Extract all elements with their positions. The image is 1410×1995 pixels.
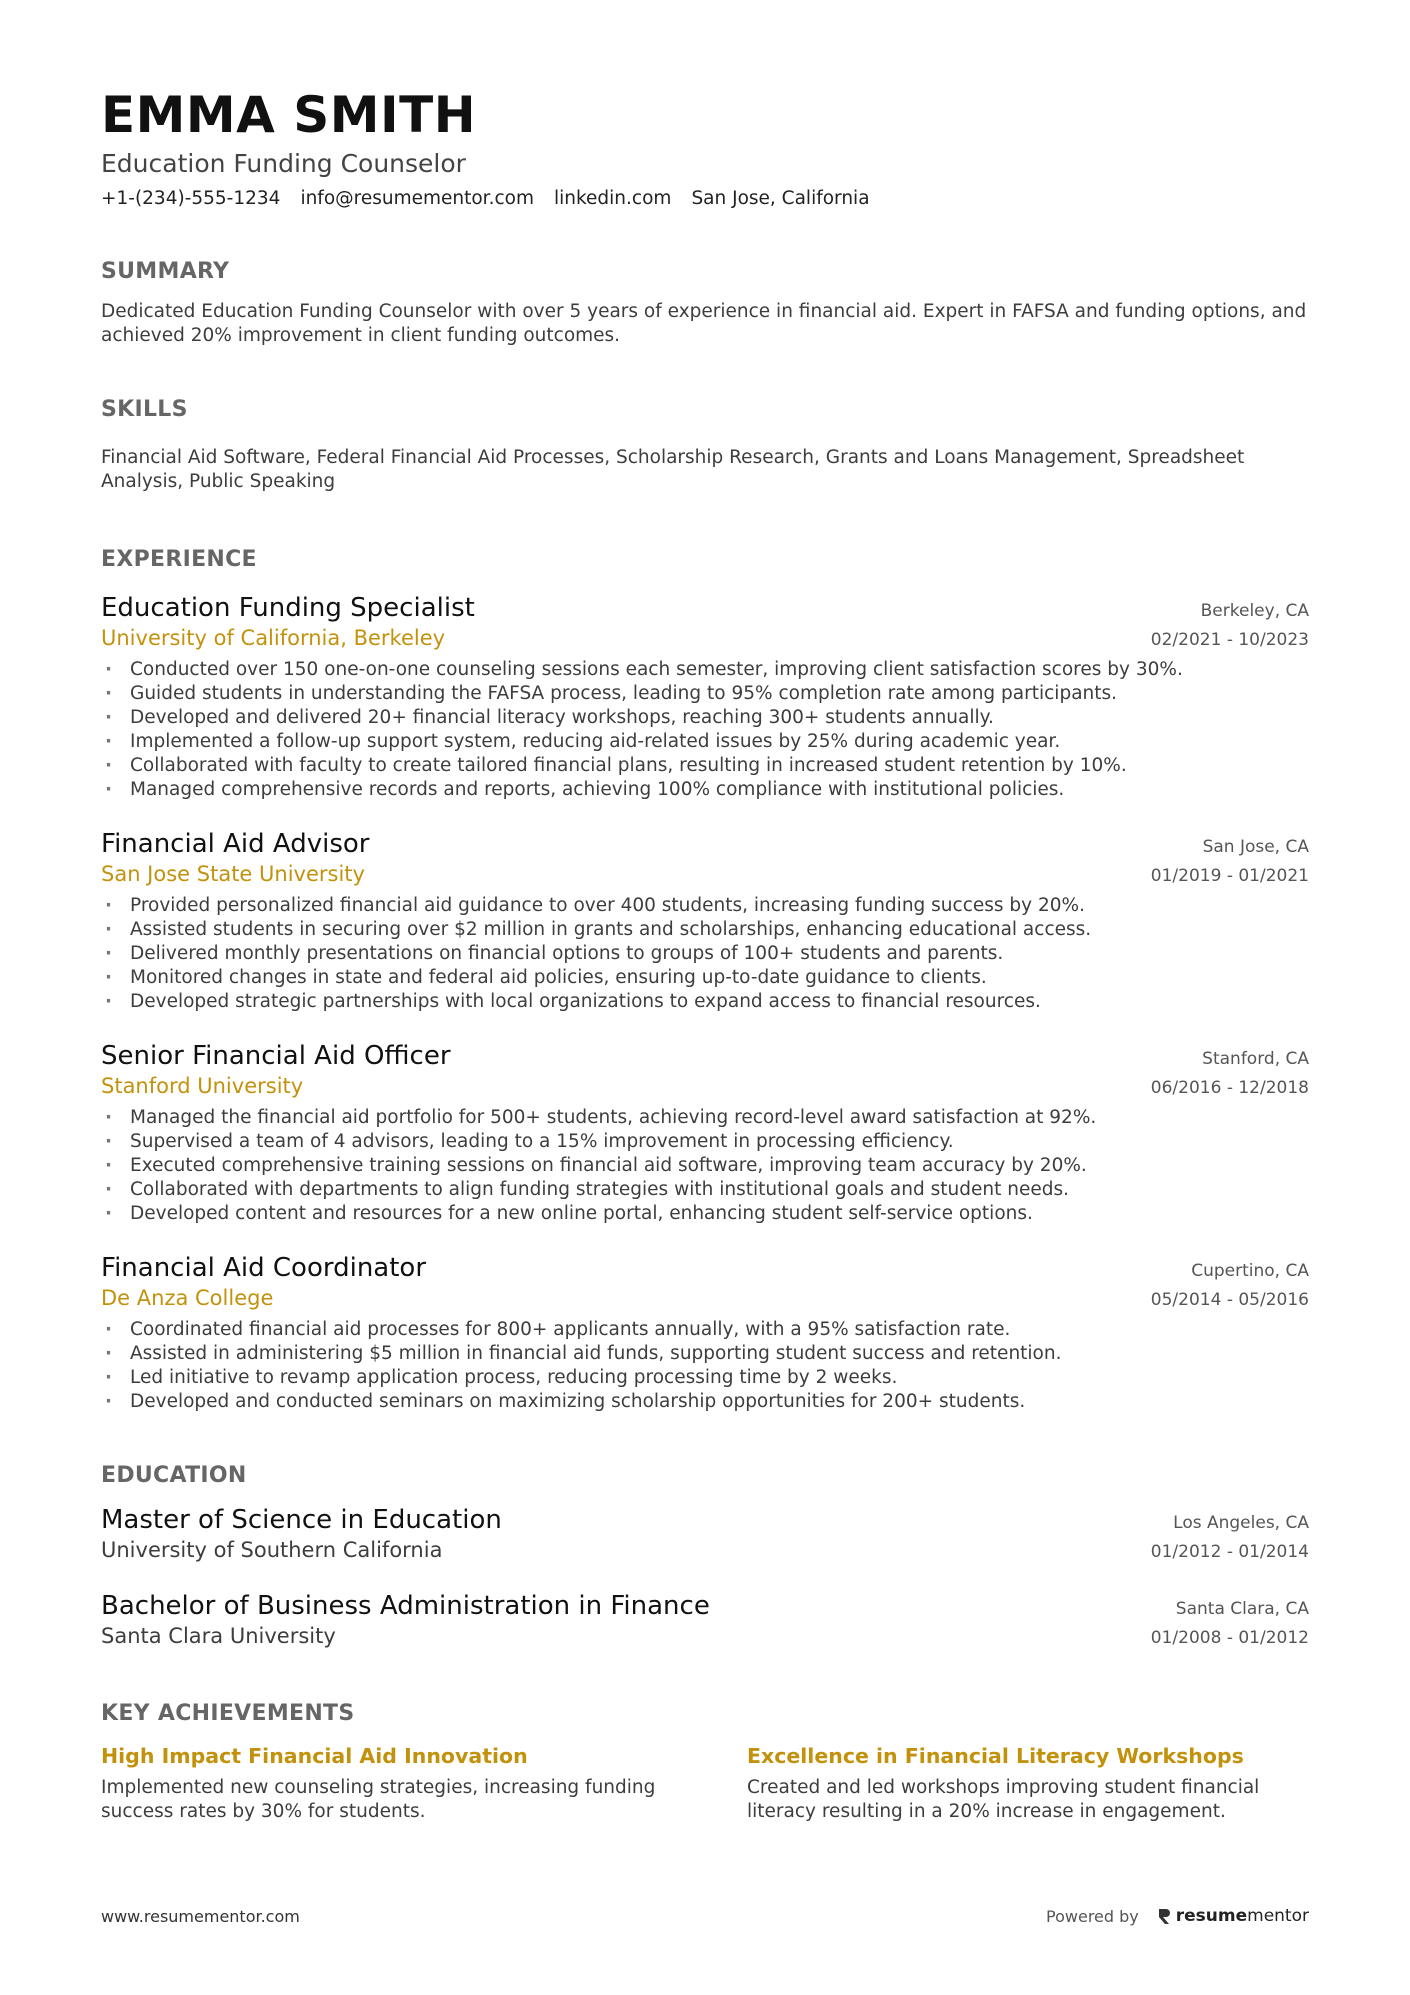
job-bullet: · Delivered monthly presentations on financial options to groups of 100+ students and parents.: [101, 942, 1309, 966]
job-organization: University of California, Berkeley: [101, 626, 446, 650]
powered-by-label: Powered by: [1046, 1906, 1139, 1926]
job-bullet: · Developed and conducted seminars on maximizing scholarship opportunities for 200+ students.: [101, 1390, 1309, 1414]
job-bullet: · Managed comprehensive records and reports, achieving 100% compliance with institutional policies.: [101, 778, 1309, 802]
job-dates: 01/2019 - 01/2021: [1150, 866, 1309, 886]
job-bullet: · Managed the financial aid portfolio for 500+ students, achieving record-level award satisfaction at 92%.: [101, 1106, 1309, 1130]
education-dates: 01/2012 - 01/2014: [1150, 1542, 1309, 1562]
job-location: Stanford, CA: [1202, 1049, 1309, 1069]
candidate-name: EMMA SMITH: [101, 86, 477, 144]
resumementor-logo-icon: [1157, 1907, 1171, 1925]
job-location: Cupertino, CA: [1191, 1261, 1309, 1281]
skills-text: Financial Aid Software, Federal Financial Aid Processes, Scholarship Research, Grants and Loans Management, Spreadsheet Analysis, Public Speaking: [101, 447, 1245, 492]
education-dates: 01/2008 - 01/2012: [1150, 1628, 1309, 1648]
achievement-description: Created and led workshops improving student financial literacy resulting in a 20% increase in engagement.: [747, 1777, 1260, 1822]
job-role: Financial Aid Advisor: [101, 829, 370, 859]
job-entry: [101, 592, 1309, 802]
job-bullet: · Guided students in understanding the FAFSA process, leading to 95% completion rate among participants.: [101, 682, 1309, 706]
job-dates: 06/2016 - 12/2018: [1150, 1078, 1309, 1098]
brand-logo[interactable]: [1157, 1906, 1309, 1926]
job-bullet: · Developed strategic partnerships with local organizations to expand access to financial resources.: [101, 990, 1309, 1014]
job-entry: [101, 1252, 1309, 1414]
job-organization: De Anza College: [101, 1286, 274, 1310]
candidate-title: Education Funding Counselor: [101, 149, 466, 178]
powered-by: [1046, 1906, 1309, 1926]
contact-location: San Jose, California: [691, 188, 870, 209]
job-bullet: · Assisted in administering $5 million in financial aid funds, supporting student success and retention.: [101, 1342, 1309, 1366]
education-entry: [101, 1590, 1309, 1650]
job-bullets: [101, 1106, 1309, 1226]
job-bullet: · Implemented a follow-up support system, reducing aid-related issues by 25% during academic year.: [101, 730, 1309, 754]
job-bullet: · Provided personalized financial aid guidance to over 400 students, increasing funding success by 20%.: [101, 894, 1309, 918]
school-name: Santa Clara University: [101, 1624, 336, 1648]
education-heading: EDUCATION: [101, 1463, 247, 1488]
job-role: Financial Aid Coordinator: [101, 1253, 427, 1283]
job-organization: San Jose State University: [101, 862, 365, 886]
experience-section: [101, 546, 1309, 1414]
job-bullet: · Executed comprehensive training sessions on financial aid software, improving team accuracy by 20%.: [101, 1154, 1309, 1178]
achievements-grid: [101, 1742, 1309, 1824]
page-footer: [101, 1906, 1309, 1926]
job-organization: Stanford University: [101, 1074, 304, 1098]
job-dates: 05/2014 - 05/2016: [1150, 1290, 1309, 1310]
skills-section: [101, 396, 1309, 494]
job-role: Education Funding Specialist: [101, 593, 475, 623]
job-role: Senior Financial Aid Officer: [101, 1041, 451, 1071]
summary-section: [101, 258, 1309, 348]
job-dates: 02/2021 - 10/2023: [1150, 630, 1309, 650]
summary-text: Dedicated Education Funding Counselor with over 5 years of experience in financial aid. Expert in FAFSA and funding options, and achieved 20% improvement in client funding outcomes.: [101, 301, 1307, 346]
school-name: University of Southern California: [101, 1538, 443, 1562]
degree-title: Master of Science in Education: [101, 1505, 502, 1535]
contact-phone: +1-(234)-555-1234: [101, 188, 281, 209]
contact-email[interactable]: info@resumementor.com: [300, 188, 534, 209]
job-entry: [101, 1040, 1309, 1226]
footer-url[interactable]: www.resumementor.com: [101, 1906, 300, 1926]
job-bullet: · Supervised a team of 4 advisors, leading to a 15% improvement in processing efficiency.: [101, 1130, 1309, 1154]
achievement-title: High Impact Financial Aid Innovation: [101, 1744, 528, 1768]
job-bullet: · Developed content and resources for a new online portal, enhancing student self-service options.: [101, 1202, 1309, 1226]
education-location: Los Angeles, CA: [1173, 1513, 1309, 1533]
job-bullet: · Led initiative to revamp application process, reducing processing time by 2 weeks.: [101, 1366, 1309, 1390]
job-bullets: [101, 894, 1309, 1014]
job-bullet: · Conducted over 150 one-on-one counseling sessions each semester, improving client satisfaction scores by 30%.: [101, 658, 1309, 682]
job-location: San Jose, CA: [1202, 837, 1309, 857]
skills-heading: SKILLS: [101, 397, 188, 422]
contact-linkedin[interactable]: linkedin.com: [553, 188, 672, 209]
job-bullets: [101, 658, 1309, 802]
education-location: Santa Clara, CA: [1175, 1599, 1309, 1619]
job-entry: [101, 828, 1309, 1014]
achievement-item: [101, 1742, 663, 1824]
education-section: [101, 1462, 1309, 1650]
achievement-description: Implemented new counseling strategies, increasing funding success rates by 30% for students.: [101, 1777, 656, 1822]
job-bullet: · Collaborated with faculty to create tailored financial plans, resulting in increased student retention by 10%.: [101, 754, 1309, 778]
experience-heading: EXPERIENCE: [101, 547, 257, 572]
degree-title: Bachelor of Business Administration in Finance: [101, 1591, 710, 1621]
job-bullet: · Collaborated with departments to align funding strategies with institutional goals and student needs.: [101, 1178, 1309, 1202]
achievements-section: [101, 1700, 1309, 1824]
achievement-item: [747, 1742, 1309, 1824]
job-bullet: · Developed and delivered 20+ financial literacy workshops, reaching 300+ students annually.: [101, 706, 1309, 730]
job-location: Berkeley, CA: [1200, 601, 1309, 621]
job-bullet: · Monitored changes in state and federal aid policies, ensuring up-to-date guidance to clients.: [101, 966, 1309, 990]
brand-name-rest: mentor: [1247, 1906, 1309, 1926]
brand-name-bold: resume: [1175, 1906, 1248, 1926]
contact-row: [101, 186, 1309, 212]
achievements-heading: KEY ACHIEVEMENTS: [101, 1701, 355, 1726]
job-bullets: [101, 1318, 1309, 1414]
job-bullet: · Coordinated financial aid processes for 800+ applicants annually, with a 95% satisfaction rate.: [101, 1318, 1309, 1342]
education-entry: [101, 1504, 1309, 1564]
summary-heading: SUMMARY: [101, 259, 230, 284]
job-bullet: · Assisted students in securing over $2 million in grants and scholarships, enhancing educational access.: [101, 918, 1309, 942]
achievement-title: Excellence in Financial Literacy Workshops: [747, 1744, 1244, 1768]
